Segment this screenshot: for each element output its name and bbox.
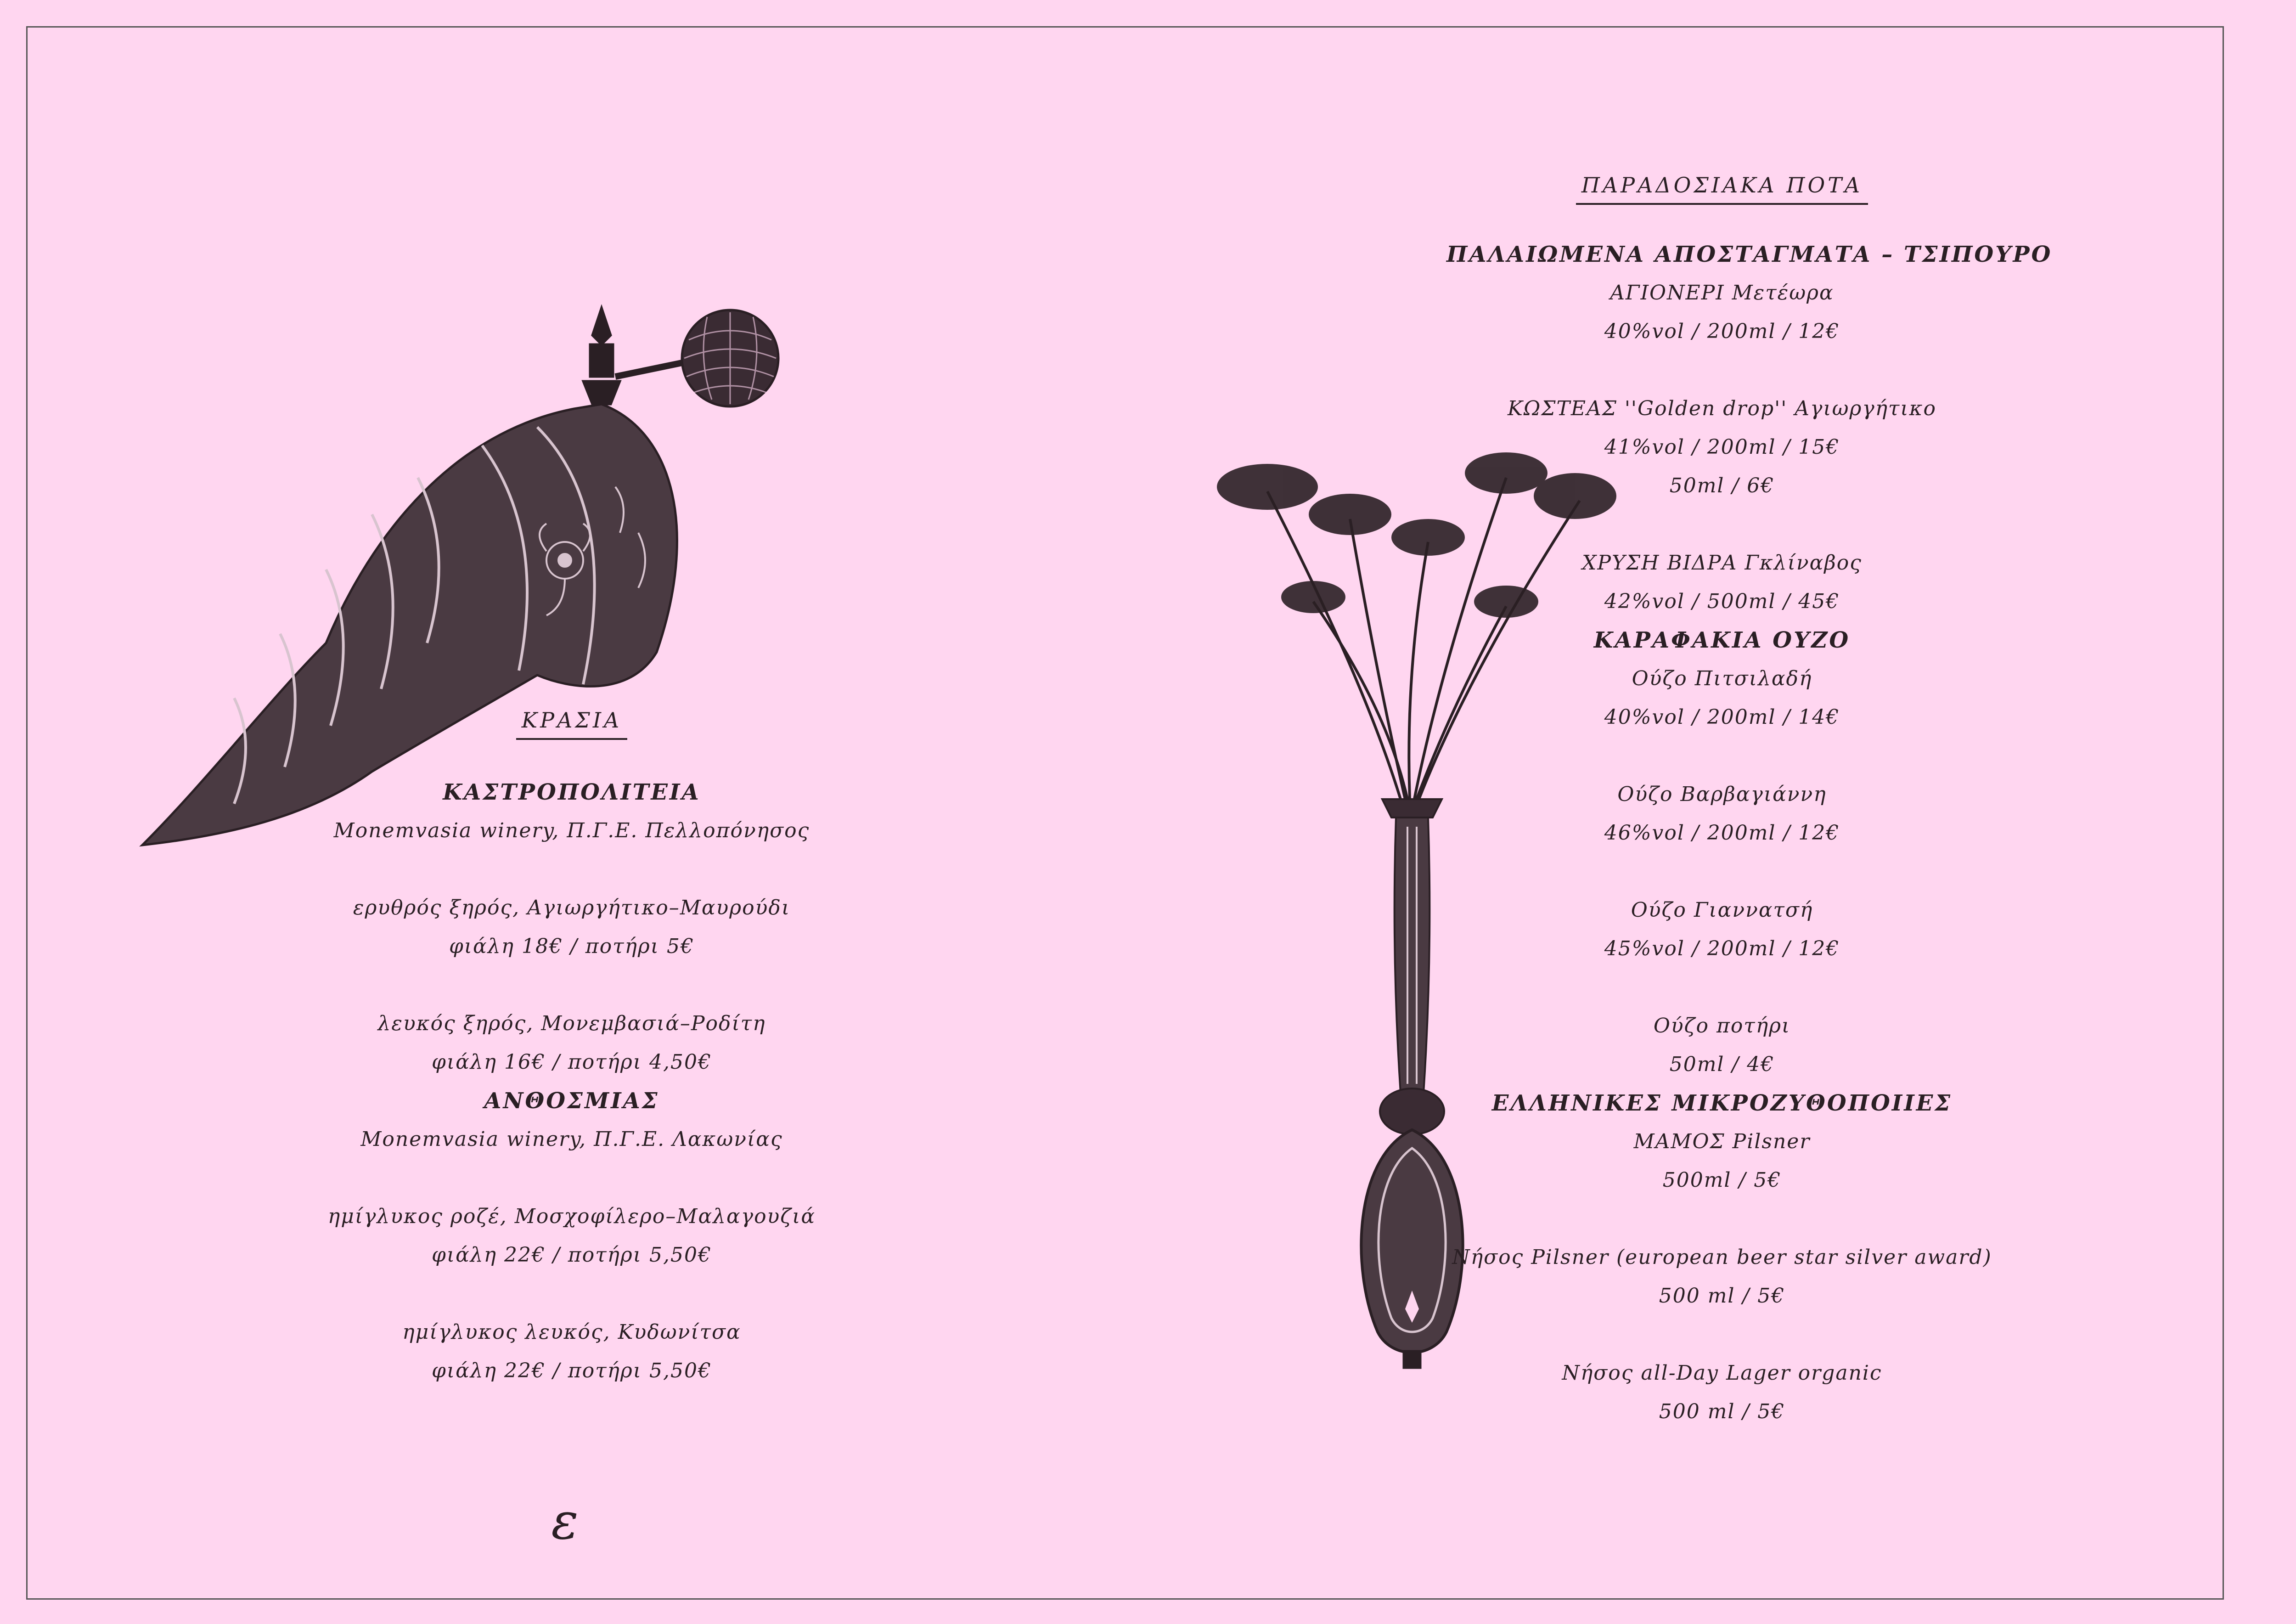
item-name: Ούζο Βαρβαγιάννη: [1617, 783, 1827, 806]
item-name: ΑΓΙΟΝΕΡΙ Μετέωρα: [1610, 281, 1834, 304]
wine-price: φιάλη 22€ / ποτήρι 5,50€: [432, 1359, 712, 1382]
item-detail: 41%vol / 200ml / 15€: [1604, 435, 1840, 459]
item-detail: 500 ml / 5€: [1659, 1400, 1785, 1423]
item-detail: 46%vol / 200ml / 12€: [1604, 821, 1840, 845]
item-name: Ούζο ποτήρι: [1653, 1014, 1791, 1038]
drinks-section: [1446, 235, 2053, 621]
item-detail: 50ml / 6€: [1669, 474, 1775, 497]
drinks-menu: [1446, 169, 2053, 1431]
item-name: ΜΑΜΟΣ Pilsner: [1633, 1130, 1811, 1153]
winery-block: [296, 1082, 847, 1390]
drinks-section: [1446, 1084, 1998, 1431]
winery-block: [296, 773, 847, 1082]
item-name: Ούζο Πιτσιλαδή: [1632, 667, 1812, 690]
winery-name: ΑΝΘΟΣΜΙΑΣ: [484, 1088, 659, 1114]
wine-price: φιάλη 18€ / ποτήρι 5€: [449, 935, 694, 958]
item-detail: 45%vol / 200ml / 12€: [1604, 937, 1840, 960]
section-title: ΕΛΛΗΝΙΚΕΣ ΜΙΚΡΟΖΥΘΟΠΟΙΙΕΣ: [1491, 1090, 1953, 1116]
wine-price: φιάλη 16€ / ποτήρι 4,50€: [432, 1050, 712, 1074]
wine-price: φιάλη 22€ / ποτήρι 5,50€: [432, 1243, 712, 1267]
section-title: ΚΑΡΑΦΑΚΙΑ ΟΥΖΟ: [1593, 627, 1851, 653]
item-detail: 40%vol / 200ml / 14€: [1604, 705, 1840, 729]
item-name: ΧΡΥΣΗ ΒΙΔΡΑ Γκλίναβος: [1582, 551, 1862, 575]
winery-name: ΚΑΣΤΡΟΠΟΛΙΤΕΙΑ: [443, 779, 701, 805]
brand-logo: ε: [551, 1492, 579, 1551]
item-detail: 500ml / 5€: [1662, 1168, 1782, 1192]
item-name: ΚΩΣΤΕΑΣ ''Golden drop'' Αγιωργήτικο: [1508, 397, 1936, 420]
wine-menu: [296, 704, 847, 1390]
wine-desc: ερυθρός ξηρός, Αγιωργήτικο–Μαυρούδι: [353, 896, 791, 919]
item-name: Νήσος Pilsner (european beer star silver award): [1452, 1246, 1992, 1269]
drinks-section: [1446, 621, 1998, 1084]
wine-desc: ημίγλυκος ροζέ, Μοσχοφίλερο–Μαλαγουζιά: [327, 1205, 816, 1228]
winery-subtitle: Monemvasia winery, Π.Γ.Ε. Πελλοπόνησος: [333, 819, 810, 842]
item-detail: 50ml / 4€: [1669, 1053, 1775, 1076]
section-title: ΠΑΛΑΙΩΜΕΝΑ ΑΠΟΣΤΑΓΜΑΤΑ – ΤΣΙΠΟΥΡΟ: [1446, 242, 2053, 267]
item-name: Νήσος all-Day Lager organic: [1562, 1361, 1882, 1385]
item-detail: 40%vol / 200ml / 12€: [1604, 320, 1840, 343]
wine-heading: ΚΡΑΣΙΑ: [516, 704, 627, 740]
drinks-heading: ΠΑΡΑΔΟΣΙΑΚΑ ΠΟΤΑ: [1576, 169, 1868, 205]
winery-subtitle: Monemvasia winery, Π.Γ.Ε. Λακωνίας: [360, 1128, 783, 1151]
item-name: Ούζο Γιαννατσή: [1631, 898, 1813, 922]
wine-desc: λευκός ξηρός, Μονεμβασιά–Ροδίτη: [377, 1012, 766, 1035]
item-detail: 42%vol / 500ml / 45€: [1604, 590, 1840, 613]
wine-desc: ημίγλυκος λευκός, Κυδωνίτσα: [402, 1320, 741, 1344]
item-detail: 500 ml / 5€: [1659, 1284, 1785, 1308]
